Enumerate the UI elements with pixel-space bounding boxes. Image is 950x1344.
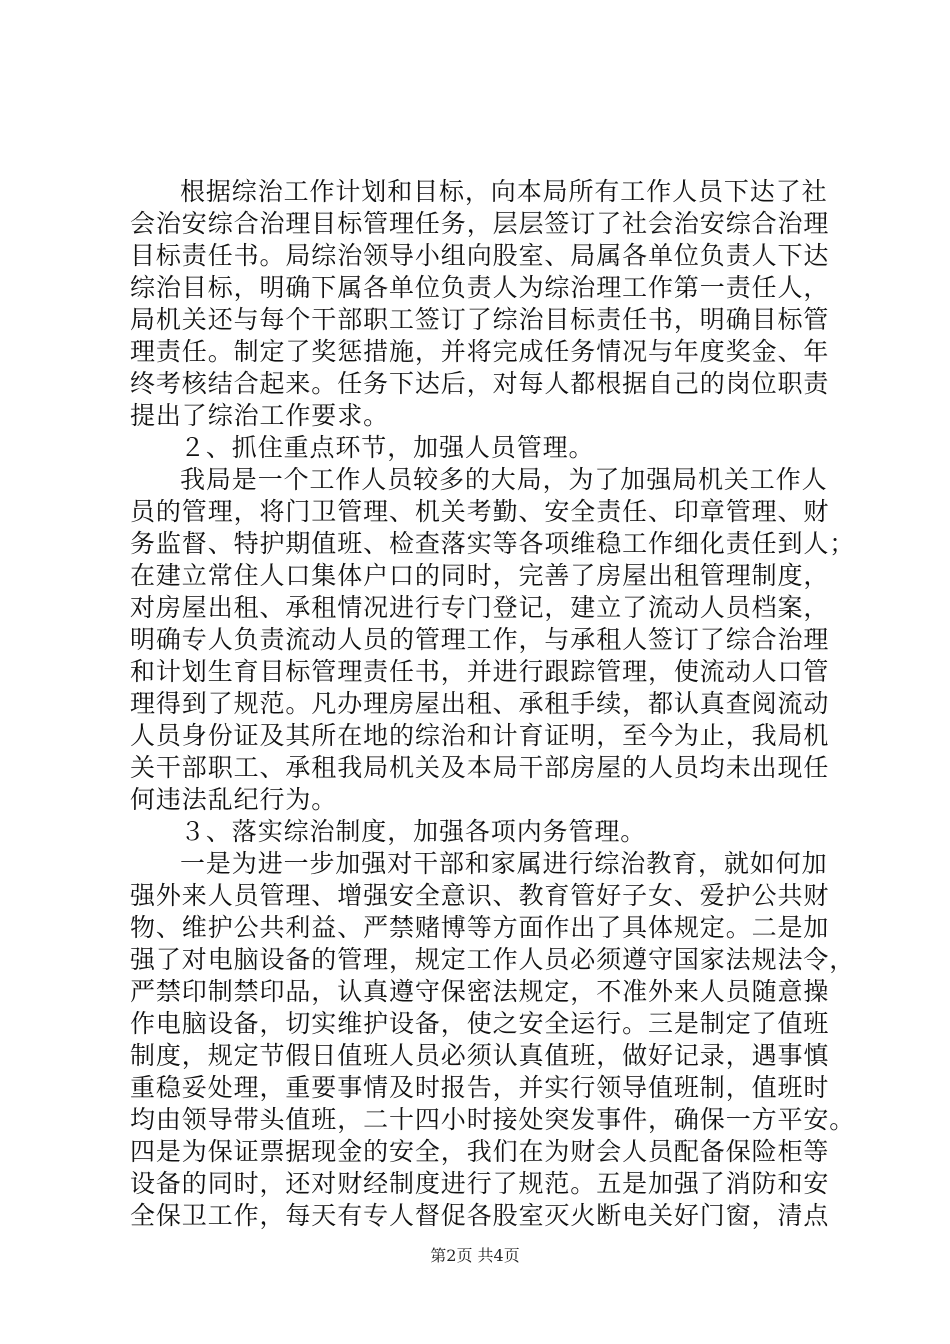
section-heading: ３、落实综治制度，加强各项内务管理。 <box>180 817 647 846</box>
paragraph-line: 何违法乱纪行为。 <box>130 785 338 814</box>
paragraph-line: 强了对电脑设备的管理，规定工作人员必须遵守国家法规法令， <box>130 945 856 974</box>
paragraph-line: 关干部职工、承租我局机关及本局干部房屋的人员均未出现任 <box>130 753 830 782</box>
paragraph-line: 目标责任书。局综治领导小组向股室、局属各单位负责人下达 <box>130 241 830 270</box>
paragraph-line: 作电脑设备，切实维护设备，使之安全运行。三是制定了值班 <box>130 1009 830 1038</box>
paragraph-line: 员的管理，将门卫管理、机关考勤、安全责任、印章管理、财 <box>130 497 830 526</box>
paragraph-line: 终考核结合起来。任务下达后，对每人都根据自己的岗位职责 <box>130 369 830 398</box>
paragraph-line: 物、维护公共利益、严禁赌博等方面作出了具体规定。二是加 <box>130 913 830 942</box>
paragraph-line: 人员身份证及其所在地的综治和计育证明，至今为止，我局机 <box>130 721 830 750</box>
paragraph-line: 严禁印制禁印品，认真遵守保密法规定，不准外来人员随意操 <box>130 977 830 1006</box>
paragraph-line: 理责任。制定了奖惩措施，并将完成任务情况与年度奖金、年 <box>130 337 830 366</box>
paragraph-line: 局机关还与每个干部职工签订了综治目标责任书，明确目标管 <box>130 305 830 334</box>
paragraph-line: 和计划生育目标管理责任书，并进行跟踪管理，使流动人口管 <box>130 657 830 686</box>
paragraph-line: 对房屋出租、承租情况进行专门登记，建立了流动人员档案， <box>130 593 830 622</box>
paragraph-line: 务监督、特护期值班、检查落实等各项维稳工作细化责任到人； <box>130 529 856 558</box>
page-number-footer: 第2页 共4页 <box>430 1246 520 1265</box>
paragraph-line: 在建立常住人口集体户口的同时，完善了房屋出租管理制度， <box>130 561 830 590</box>
paragraph-line: 会治安综合治理目标管理任务，层层签订了社会治安综合治理 <box>130 209 830 238</box>
paragraph-line: 综治目标，明确下属各单位负责人为综治理工作第一责任人， <box>130 273 830 302</box>
body-text <box>130 176 856 1232</box>
paragraph-line: 根据综治工作计划和目标，向本局所有工作人员下达了社 <box>180 177 828 206</box>
paragraph-line: 重稳妥处理，重要事情及时报告，并实行领导值班制，值班时 <box>130 1073 830 1102</box>
paragraph-line: 提出了综治工作要求。 <box>130 401 390 430</box>
paragraph-line: 理得到了规范。凡办理房屋出租、承租手续，都认真查阅流动 <box>130 689 830 718</box>
paragraph-line: 设备的同时，还对财经制度进行了规范。五是加强了消防和安 <box>130 1169 830 1198</box>
paragraph-line: 一是为进一步加强对干部和家属进行综治教育，就如何加 <box>180 849 828 878</box>
paragraph-line: 明确专人负责流动人员的管理工作，与承租人签订了综合治理 <box>130 625 830 654</box>
paragraph-line: 均由领导带头值班，二十四小时接处突发事件，确保一方平安。 <box>130 1105 856 1134</box>
section-heading: ２、抓住重点环节，加强人员管理。 <box>180 433 595 462</box>
paragraph-line: 全保卫工作，每天有专人督促各股室灭火断电关好门窗，清点 <box>130 1201 830 1230</box>
paragraph-line: 强外来人员管理、增强安全意识、教育管好子女、爱护公共财 <box>130 881 830 910</box>
paragraph-line: 我局是一个工作人员较多的大局，为了加强局机关工作人 <box>180 465 828 494</box>
paragraph-line: 四是为保证票据现金的安全，我们在为财会人员配备保险柜等 <box>130 1137 830 1166</box>
paragraph-line: 制度，规定节假日值班人员必须认真值班，做好记录，遇事慎 <box>130 1041 830 1070</box>
